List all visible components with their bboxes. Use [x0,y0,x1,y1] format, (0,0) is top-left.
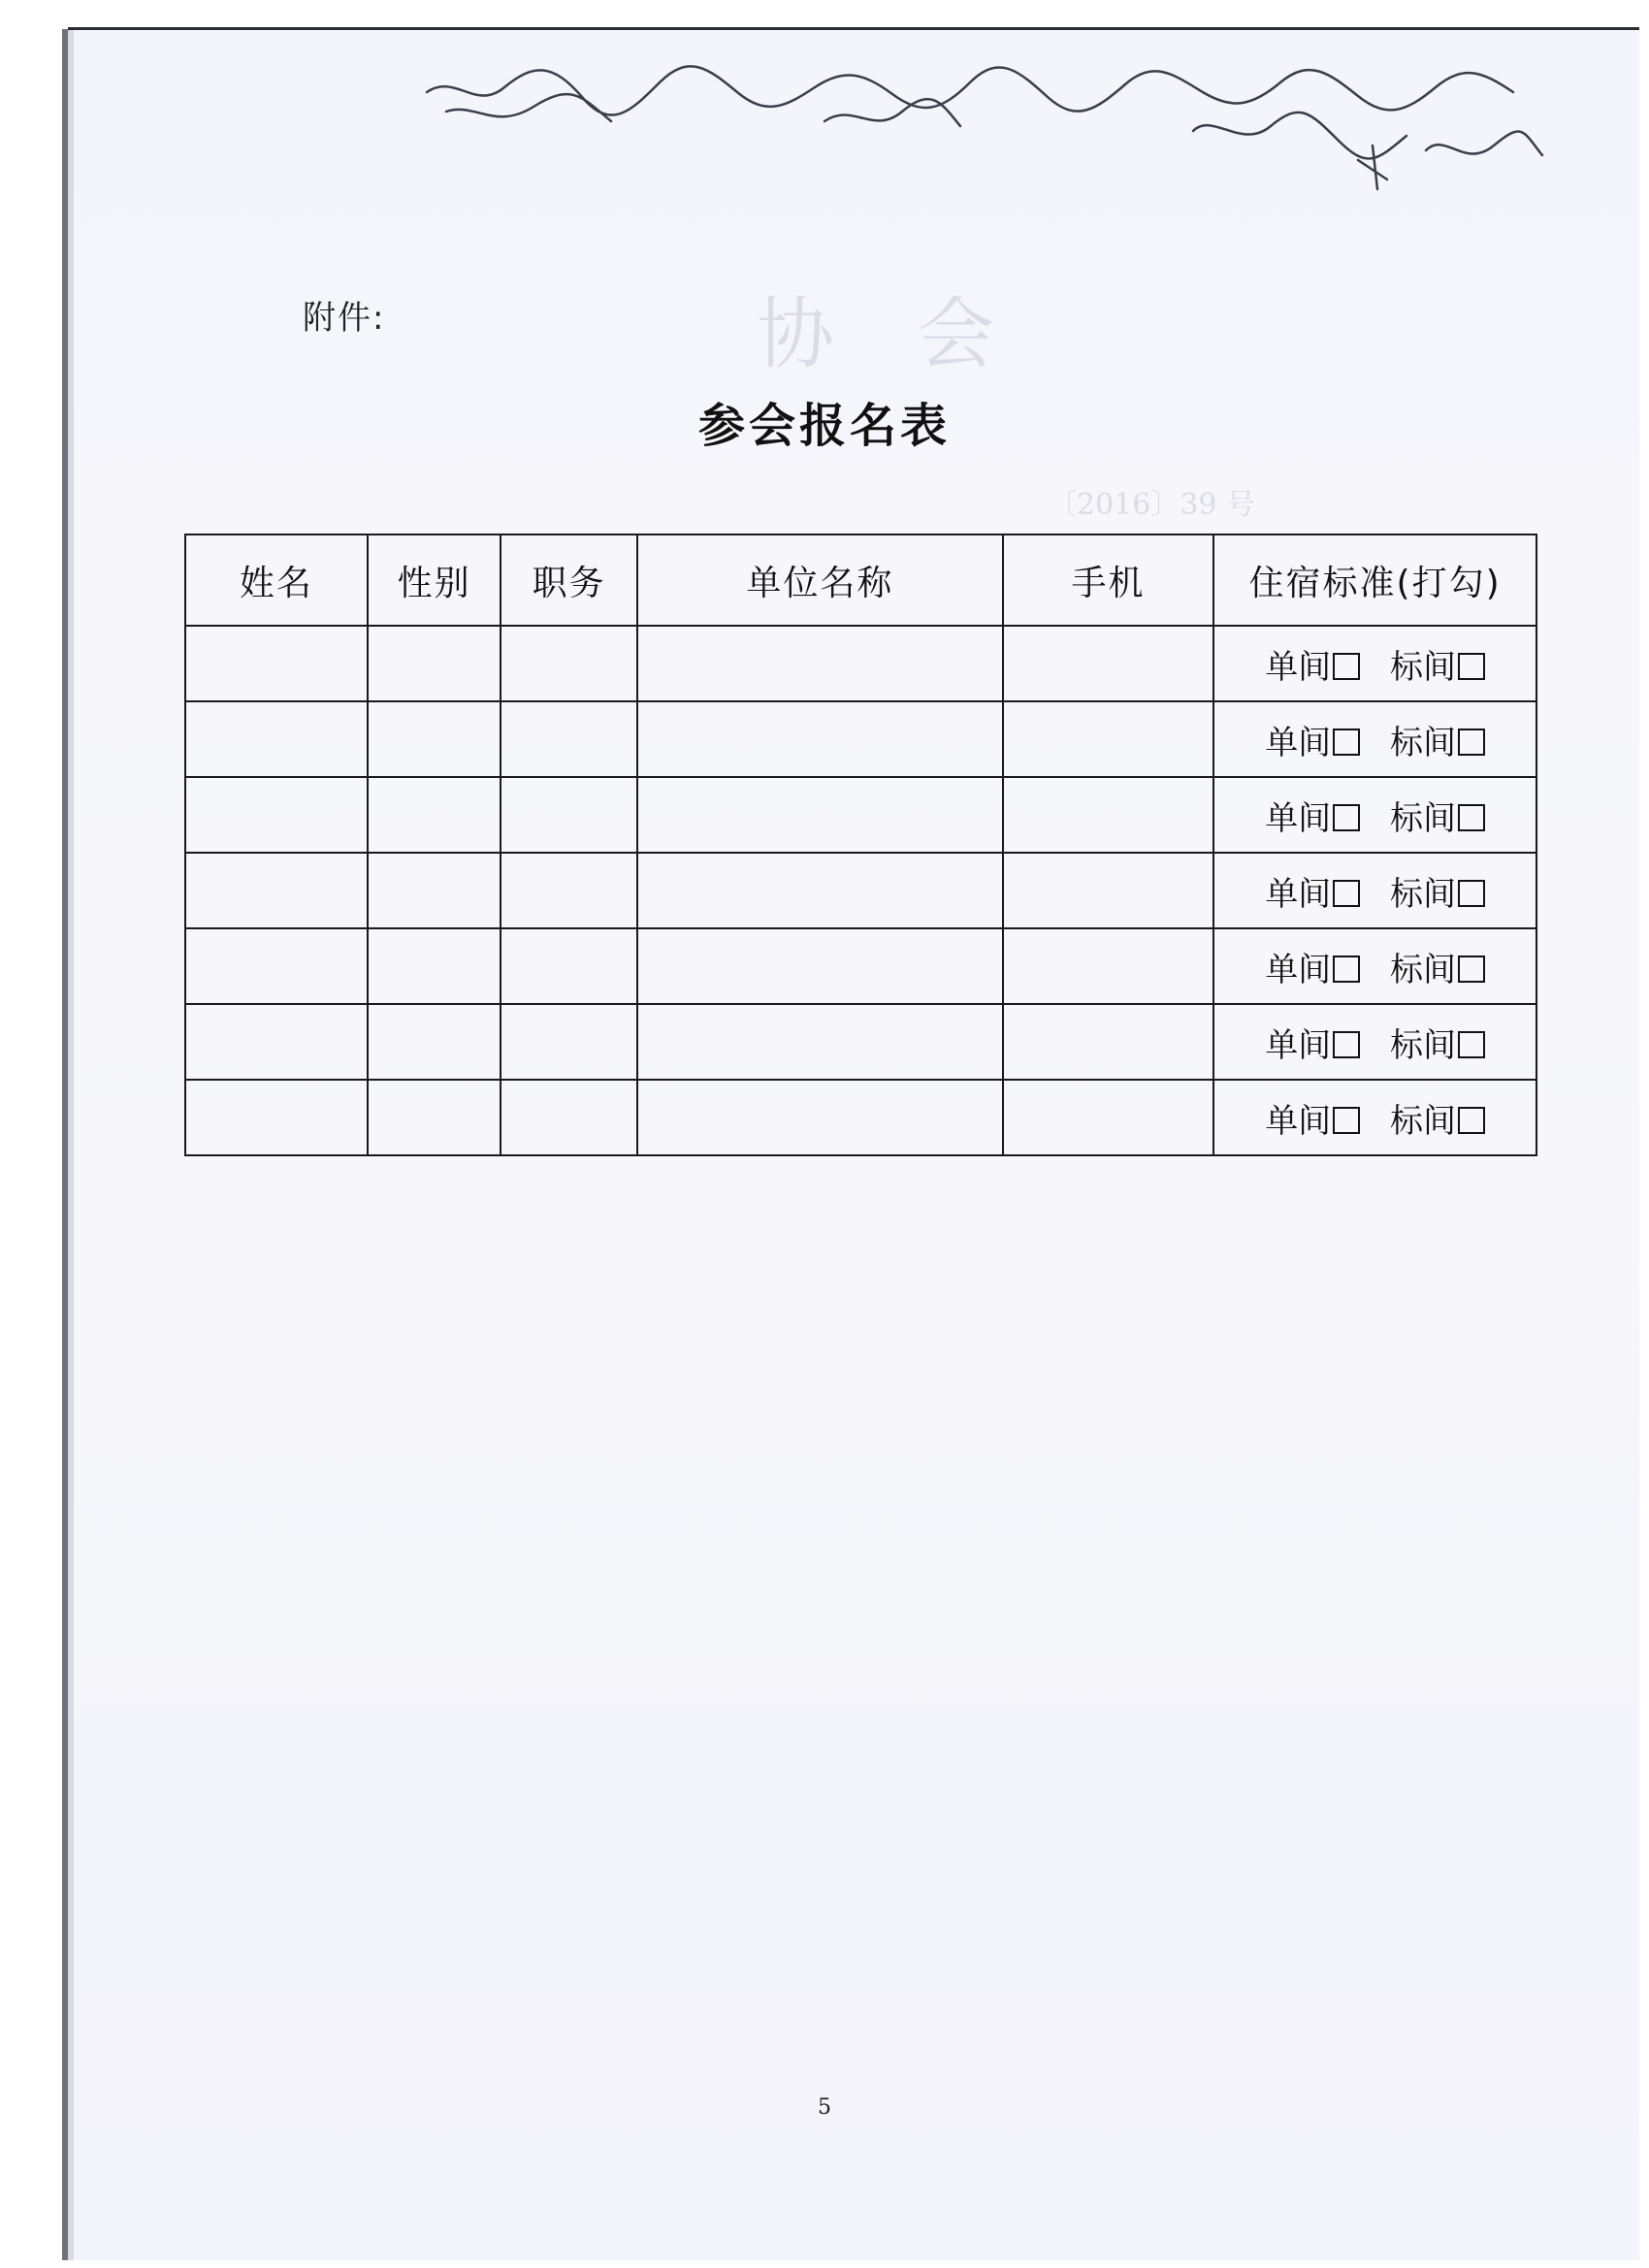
position-cell[interactable] [501,928,637,1004]
attachment-label: 附件: [303,299,386,338]
gender-cell[interactable] [368,1080,501,1155]
gender-cell[interactable] [368,1004,501,1080]
header-position: 职务 [501,535,637,626]
standard-room-checkbox[interactable] [1458,880,1485,907]
standard-room-label: 标间 [1390,647,1456,687]
single-room-checkbox[interactable] [1333,653,1360,680]
lodging-cell [1213,853,1536,928]
phone-cell[interactable] [1003,1080,1213,1155]
name-cell[interactable] [185,701,368,777]
gender-cell[interactable] [368,701,501,777]
gender-cell[interactable] [368,853,501,928]
phone-cell[interactable] [1003,928,1213,1004]
table-row [185,853,1536,928]
standard-room-label: 标间 [1390,874,1456,914]
unit-cell[interactable] [637,701,1003,777]
standard-room-checkbox[interactable] [1458,804,1485,831]
form-title: 参会报名表 [697,399,951,453]
lodging-cell [1213,701,1536,777]
unit-cell[interactable] [637,777,1003,853]
standard-room-label: 标间 [1390,798,1456,838]
table-row [185,777,1536,853]
single-room-checkbox[interactable] [1333,729,1360,756]
position-cell[interactable] [501,1004,637,1080]
bleed-through-text: 〔2016〕39 号 [1048,488,1256,522]
position-cell[interactable] [501,853,637,928]
page-number: 5 [818,2095,831,2120]
single-room-checkbox[interactable] [1333,956,1360,983]
name-cell[interactable] [185,777,368,853]
registration-table [184,534,1537,1156]
lodging-cell [1213,777,1536,853]
phone-cell[interactable] [1003,626,1213,701]
standard-room-label: 标间 [1390,1025,1456,1065]
lodging-cell [1213,928,1536,1004]
table-row [185,928,1536,1004]
single-room-label: 单间 [1265,1101,1332,1141]
standard-room-label: 标间 [1390,723,1456,762]
single-room-checkbox[interactable] [1333,880,1360,907]
phone-cell[interactable] [1003,1004,1213,1080]
single-room-label: 单间 [1265,647,1332,687]
name-cell[interactable] [185,1004,368,1080]
standard-room-label: 标间 [1390,1101,1456,1141]
single-room-label: 单间 [1265,798,1332,838]
table-header-row [185,535,1536,626]
unit-cell[interactable] [637,1080,1003,1155]
table-row [185,701,1536,777]
table-row [185,1080,1536,1155]
gender-cell[interactable] [368,626,501,701]
standard-room-checkbox[interactable] [1458,1031,1485,1058]
single-room-label: 单间 [1265,874,1332,914]
position-cell[interactable] [501,626,637,701]
header-phone: 手机 [1003,535,1213,626]
position-cell[interactable] [501,1080,637,1155]
single-room-checkbox[interactable] [1333,1107,1360,1134]
phone-cell[interactable] [1003,701,1213,777]
header-name: 姓名 [185,535,368,626]
header-unit-name: 单位名称 [637,535,1003,626]
unit-cell[interactable] [637,853,1003,928]
single-room-label: 单间 [1265,1025,1332,1065]
standard-room-checkbox[interactable] [1458,956,1485,983]
name-cell[interactable] [185,853,368,928]
table-row [185,626,1536,701]
unit-cell[interactable] [637,626,1003,701]
position-cell[interactable] [501,777,637,853]
phone-cell[interactable] [1003,853,1213,928]
gender-cell[interactable] [368,777,501,853]
phone-cell[interactable] [1003,777,1213,853]
single-room-checkbox[interactable] [1333,804,1360,831]
standard-room-checkbox[interactable] [1458,729,1485,756]
lodging-cell [1213,626,1536,701]
handwritten-annotation [417,53,1581,209]
header-lodging-standard: 住宿标准(打勾) [1213,535,1536,626]
name-cell[interactable] [185,1080,368,1155]
top-border-line [68,27,1639,30]
lodging-cell [1213,1004,1536,1080]
gender-cell[interactable] [368,928,501,1004]
unit-cell[interactable] [637,928,1003,1004]
single-room-label: 单间 [1265,950,1332,989]
unit-cell[interactable] [637,1004,1003,1080]
standard-room-checkbox[interactable] [1458,653,1485,680]
table-row [185,1004,1536,1080]
position-cell[interactable] [501,701,637,777]
standard-room-label: 标间 [1390,950,1456,989]
bleed-through-text: 协 会 [757,289,1024,379]
name-cell[interactable] [185,626,368,701]
single-room-label: 单间 [1265,723,1332,762]
lodging-cell [1213,1080,1536,1155]
single-room-checkbox[interactable] [1333,1031,1360,1058]
standard-room-checkbox[interactable] [1458,1107,1485,1134]
header-gender: 性别 [368,535,501,626]
name-cell[interactable] [185,928,368,1004]
